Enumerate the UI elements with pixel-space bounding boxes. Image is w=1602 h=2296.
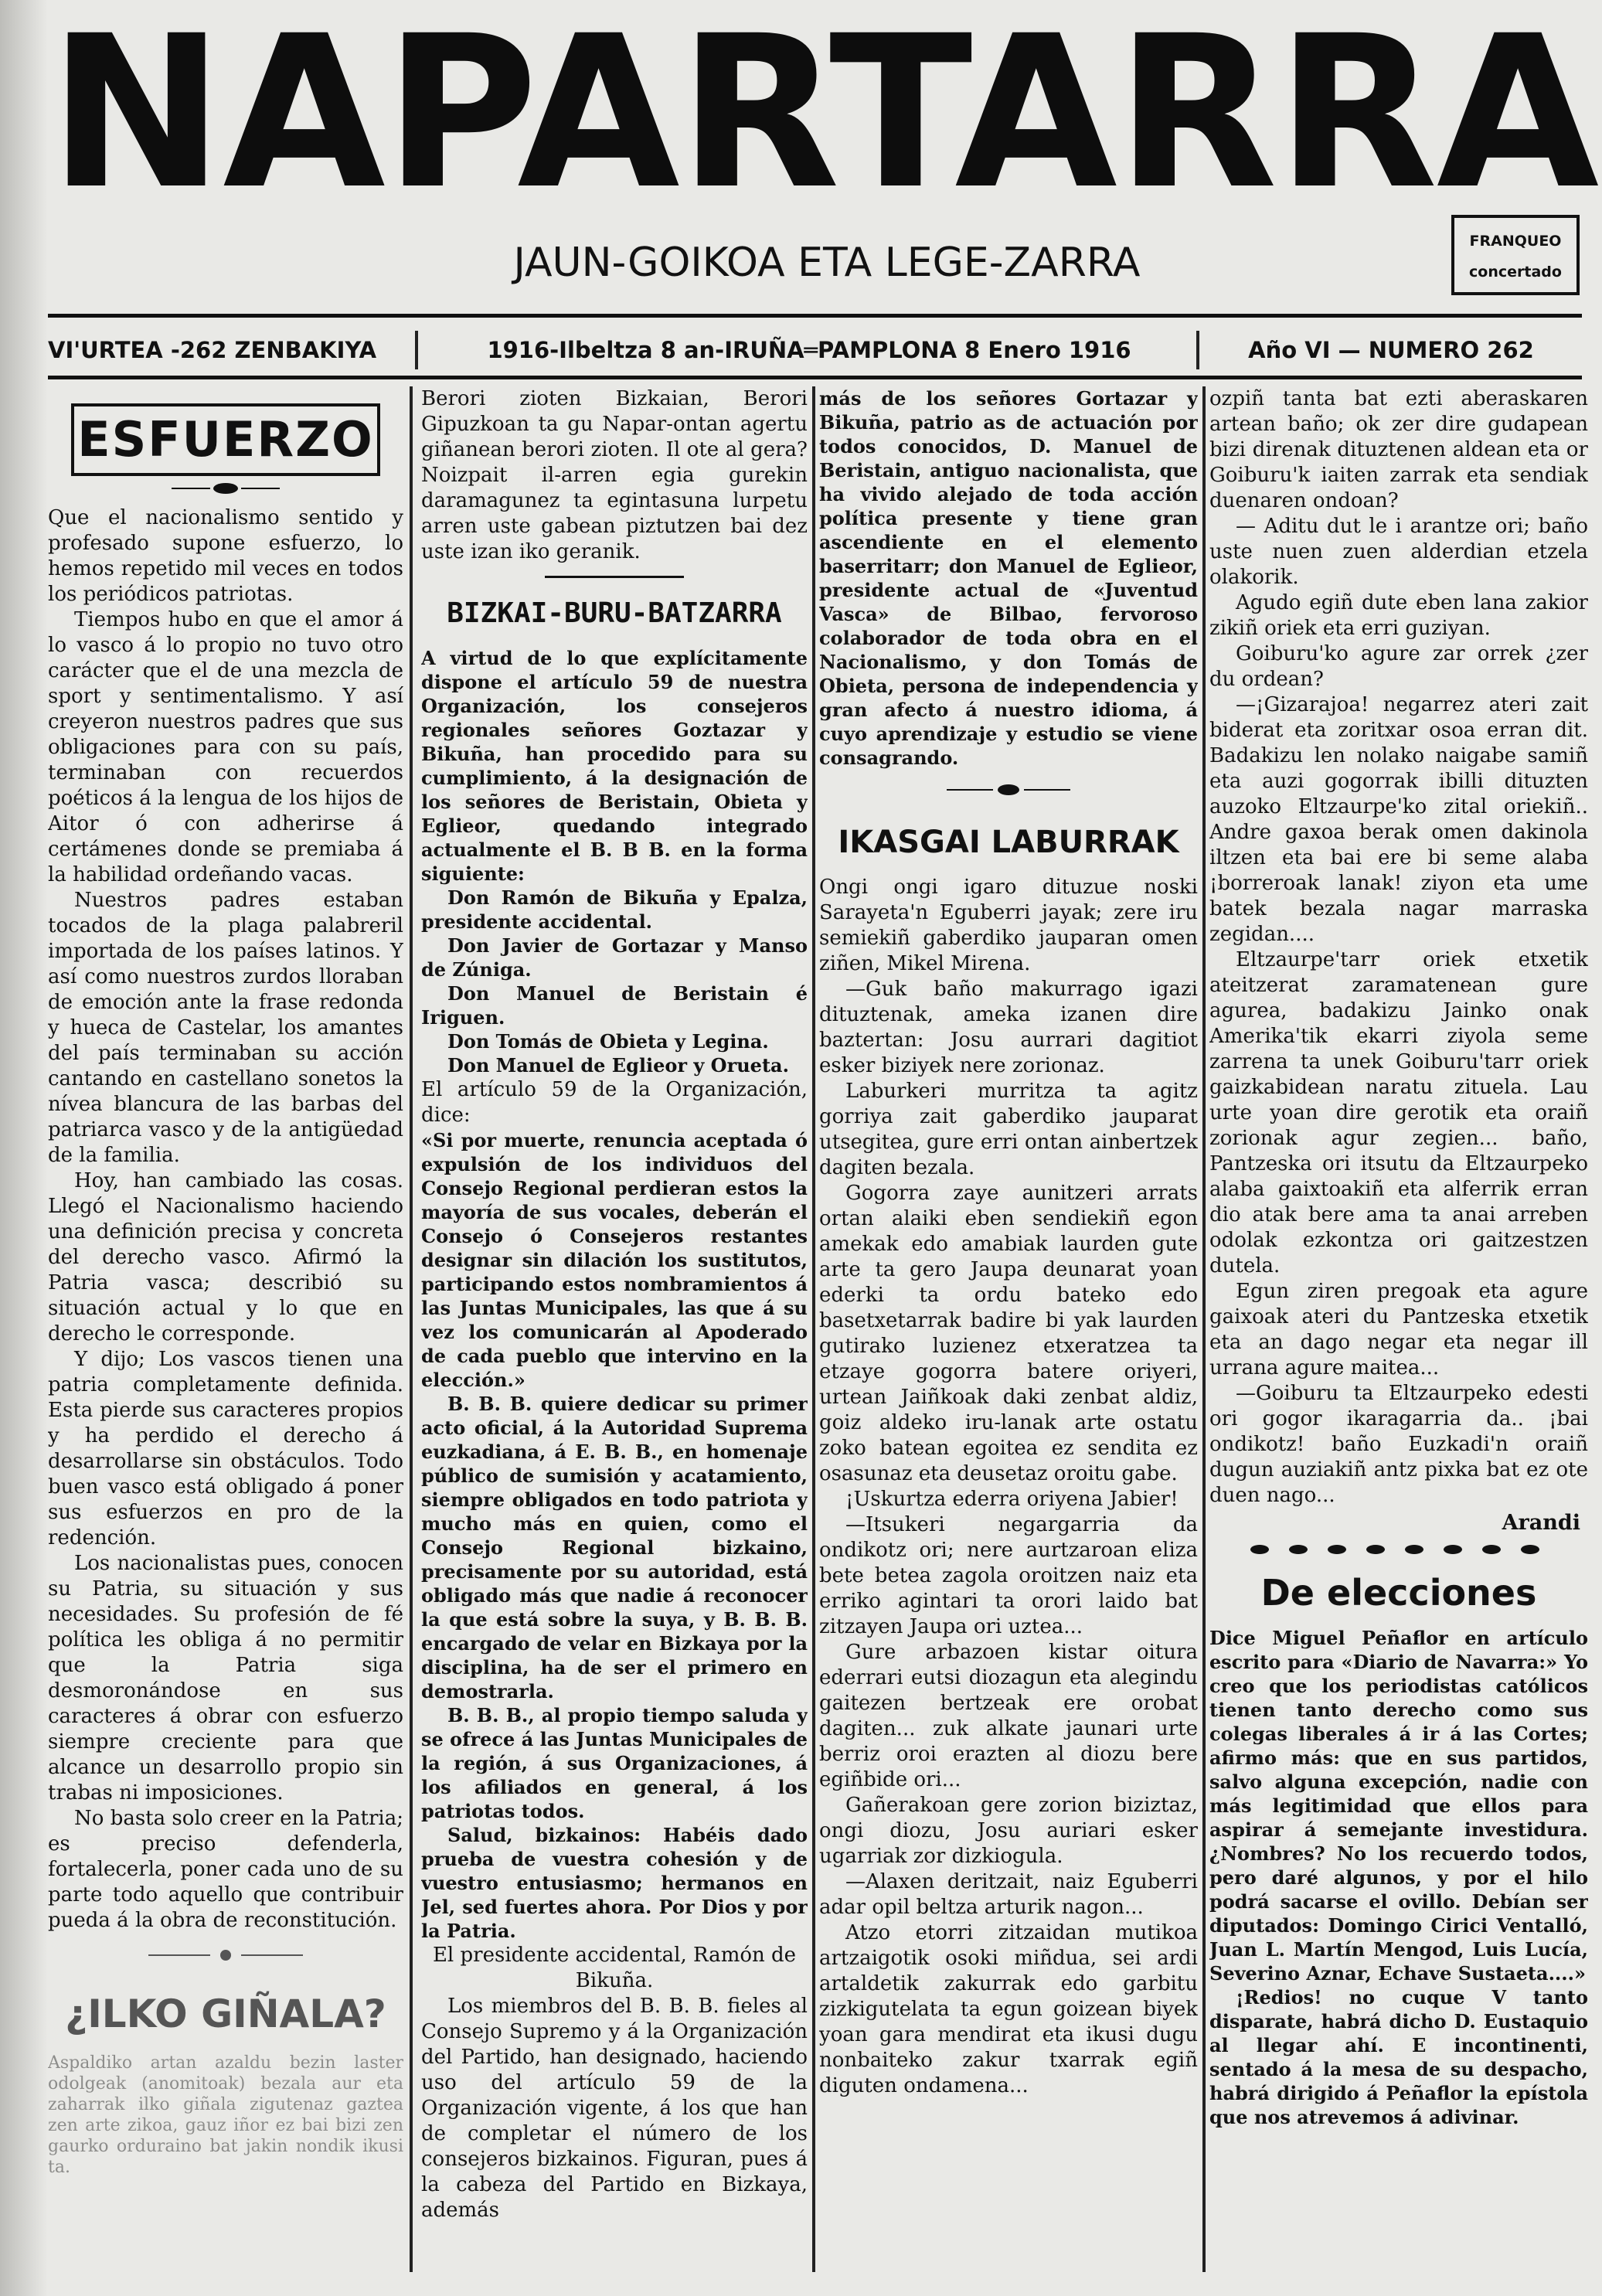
article-paragraph: B. B. B., al propio tiempo saluda y se ofrece á las Juntas Municipales de la región, á sus Organizaciones, á los afiliados en general, á los patriotas todos.	[421, 1704, 808, 1822]
ornament-icon	[1209, 1541, 1588, 1563]
article-paragraph: Y dijo; Los vascos tienen una patria completamente definida. Esta pierde sus caracteres propios y ha perdido el derecho á desarrollarse sin obstáculos. Todo buen vasco está obligado á poner sus esfuerzos en pro de la redención.	[48, 1348, 403, 1549]
ornament-icon	[48, 1947, 403, 1969]
article-paragraph: —Guk baño makurrago igazi dituztenak, ameka izanen dire baztertan: Josu aurrari dagitiot esker biziyek nere zorionaz.	[819, 978, 1198, 1077]
column-1	[48, 386, 403, 2277]
article-paragraph: ozpiñ tanta bat ezti aberaskaren artean baño; ok zer dire gudapean bizi direnak dituztenen aldean eta or Goiburu'k iaiten zarrak eta sendiak duenaren ondoan?	[1209, 387, 1588, 512]
article-paragraph: —Itsukeri negargarria da ondikotz ori; nere aurtzaroan eliza bete betea zagola oroitzen naiz eta erriko agintari ta orori laido bat zitzayen Jaupa ori uztea...	[819, 1513, 1198, 1638]
article-paragraph: Que el nacionalismo sentido y profesado supone esfuerzo, lo hemos repetido mil veces en todos los periódicos patriotas.	[48, 506, 403, 606]
page-edge-shadow	[0, 0, 48, 2296]
article-paragraph: Egun ziren pregoak eta agure gaixoak ateri du Pantzeska etxetik eta an dago negar eta negar ill urrana agure maitea...	[1209, 1280, 1588, 1379]
issue-number: VI'URTEA -262 ZENBAKIYA	[48, 337, 377, 363]
article-paragraph: Los nacionalistas pues, conocen su Patria, su situación y sus necesidades. Su profesión de fé política les obliga á no permitir que la Patria siga desmoronándose en sus caracteres á obrar con esfuerzo siempre creciente para que alcance un desarrollo propio sin trabas ni imposiciones.	[48, 1552, 403, 1804]
article-paragraph: Gañerakoan gere zorion biziztaz, ongi diozu, Josu auriari esker ugarriak zor dizkiogula.	[819, 1794, 1198, 1868]
column-4	[1209, 386, 1588, 2277]
article-heading-ilko-ginala: ¿ILKO GIÑALA?	[65, 1992, 386, 2036]
column-divider-3	[1202, 386, 1206, 2272]
article-paragraph: Nuestros padres estaban tocados de la plaga palabreril importada de los países latinos. Y así como nuestros zurdos lloraban de emoción ante la frase redonda y hueca de Castelar, los amantes del país terminaban su acción cantando en castellano sonetos la nívea blancura de las barbas del patriarca vasco y de la antigüedad de la familia.	[48, 889, 403, 1167]
article-paragraph: Don Manuel de Beristain é Iriguen.	[421, 982, 808, 1029]
article-paragraph: El artículo 59 de la Organización, dice:	[421, 1078, 808, 1127]
article-paragraph: Goiburu'ko agure zar orrek ¿zer du ordean?	[1209, 642, 1588, 691]
header-rule-top	[48, 314, 1582, 318]
faded-paragraph: Aspaldiko artan azaldu bezin laster odolgeak (anomitoak) bezala aur eta zaharrak ilko giñala zigutenaz gaztea zen arte zikoa, gauz iñor ez bai bizi zen gaurko orduraino bat jakin nondik ikusi ta.	[48, 2053, 403, 2177]
masthead-title: NAPARTARRA	[48, 17, 1598, 210]
article-paragraph: más de los señores Gortazar y Bikuña, patrio as de actuación por todos conocidos, D. Manuel de Beristain, antiguo nacionalista, que ha vivido alejado de toda acción política presente y tiene gran ascendiente en el elemento baserritarr; don Manuel de Eglieor, presidente actual de «Juventud Vasca» de Bilbao, fervoroso colaborador de toda obra en el Nacionalismo, y don Tomás de Obieta, persona de independencia y gran afecto á nuestro idioma, á cuyo aprendizaje y estudio se viene consagrando.	[819, 387, 1198, 769]
postage-stamp	[1451, 215, 1580, 295]
article-paragraph: Gogorra zaye aunitzeri arrats ortan alaiki eben sendiekiñ egon amekak edo amabiak laurden gute arte ta gero Jaupa deunarat yoan ederki ta ordu bateko edo basetxetarrak badire bi yak laurden gutirako luzienez etxeratzea ta etzaye gogorra batere oriyeri, urtean Jaiñkoak daki zenbat aldiz, goiz aldeko iru-lanak arte ostatu zoko batean egoitea ez sendita ez osasunaz eta deusetaz oroitu gabe.	[819, 1182, 1198, 1485]
article-paragraph: Salud, bizkainos: Habéis dado prueba de vuestra cohesión y de vuestro entusiasmo; hermanos en Jel, sed fuertes ahora. Por Dios y por la Patria.	[421, 1824, 808, 1942]
article-paragraph: Don Tomás de Obieta y Legina.	[447, 1030, 769, 1053]
article-paragraph: Don Manuel de Eglieor y Orueta.	[447, 1054, 789, 1077]
article-paragraph: —¡Gizarajoa! negarrez ateri zait biderat eta zoritxar osoa erran dit. Badakizu len nolako naigabe samiñ eta auzi gogorrak ibilli dituzten auzoko Eltzaurpe'ko zital oriekiñ.. Andre gaxoa berak omen dakinola iltzen eta bai ere bi seme alaba ¡borreroak lanak! ziyon eta ume batek bezala nagar marraska zegidan....	[1209, 693, 1588, 946]
article-paragraph: Agudo egiñ dute eben lana zakior zikiñ oriek eta erri guziyan.	[1209, 591, 1588, 640]
article-paragraph: Gure arbazoen kistar oitura ederrari eutsi diozagun eta alegindu gaitezen bertzeak ere orobat dagiten... zuk alkate jaunari urte berriz oroi erazten al diozu bere egiñbide ori...	[819, 1641, 1198, 1791]
article-signature: El presidente accidental, Ramón de Bikuña.	[432, 1944, 797, 1992]
ornament-icon	[819, 782, 1198, 804]
article-paragraph: — Aditu dut le i arantze ori; baño uste nuen zuen alderdian etzela olakorik.	[1209, 515, 1588, 589]
issue-date: 1916-Ilbeltza 8 an-IRUÑA═PAMPLONA 8 Enero 1916	[487, 337, 1131, 363]
article-paragraph: Don Ramón de Bikuña y Epalza, presidente accidental.	[421, 886, 808, 933]
ornament-icon	[48, 481, 403, 502]
article-heading-de-elecciones: De elecciones	[1260, 1572, 1537, 1614]
article-paragraph: Don Javier de Gortazar y Manso de Zúniga.	[421, 934, 808, 981]
article-paragraph: B. B. B. quiere dedicar su primer acto oficial, á la Autoridad Suprema euzkadiana, á E. B. B., en homenaje público de sumisión y acatamiento, siempre obligados en todo patriota y mucho más en quien, como el Consejo Regional bizkaino, precisamente por su autoridad, está obligado más que nadie á reconocer la que está sobre la suya, y B. B. B. encargado de velar en Bizkaya por la disciplina, ha de ser el primero en demostrarla.	[421, 1393, 808, 1702]
article-paragraph: A virtud de lo que explícitamente dispone el artículo 59 de nuestra Organización, los consejeros regionales señores Goztazar y Bikuña, han procedido para su cumplimiento, á la designación de los señores de Beristain, Obieta y Eglieor, quedando integrado actualmente el B. B B. en la forma siguiente:	[421, 647, 808, 885]
article-paragraph: —Goiburu ta Eltzaurpeko edesti ori gogor ikaragarria da.. ¡bai ondikotz! baño Euzkadi'n oraiñ dugun auziakiñ antz pixka bat ez ote duen nago...	[1209, 1382, 1588, 1507]
article-heading-bizkai-buru-batzarra: BIZKAI-BURU-BATZARRA	[447, 597, 782, 629]
column-divider-2	[812, 386, 815, 2272]
column-3	[819, 386, 1198, 2277]
article-paragraph: Los miembros del B. B. B. fieles al Consejo Supremo y á la Organización del Partido, han designado, haciendo uso del artículo 59 de la Organización vigente, á los que han de completar el número de los consejeros bizkainos. Figuran, pues á la cabeza del Partido en Bizkaya, además	[421, 1995, 808, 2222]
short-rule	[545, 576, 684, 578]
article-signature: Arandi	[1502, 1511, 1580, 1535]
article-paragraph: Eltzaurpe'tarr oriek etxetik ateitzerat zaramatenean gure agurea, badakizu Jainko onak Amerika'tik ekarri ziyola seme zarrena ta unek Goiburu'tarr oriek gaizkabidean naratu zituela. Lau urte yoan dire gerotik eta oraiñ zorionak agur zegien... baño, Pantzeska ori itsutu da Eltzaurpeko alaba gaixtoakiñ eta alferrik erran dio atak bere ama ta anai arreben odolak ezkontza ori gaitzestzen dutela.	[1209, 948, 1588, 1277]
info-divider-1	[415, 331, 418, 369]
article-paragraph: Ongi ongi igaro dituzue noski Sarayeta'n Eguberri jayak; zere iru semiekiñ gaberdiko jauparan omen ziñen, Mikel Mirena.	[819, 876, 1198, 975]
article-paragraph: Laburkeri murritza ta agitz gorriya zait gaberdiko jauparat utsegitea, gure erri ontan ainbertzek dagiten bezala.	[819, 1080, 1198, 1179]
article-paragraph: ¡Uskurtza ederra oriyena Jabier!	[845, 1488, 1179, 1511]
article-paragraph: Tiempos hubo en que el amor á lo vasco á lo propio no tuvo otro carácter que el de una mezcla de sport y sentimentalismo. Y así creyeron nuestros padres que sus obligaciones para con su país, terminaban con recuerdos poéticos á la lengua de los hijos de Aitor ó con adherirse á certámenes donde se premiaba á la habilidad ordeñando vacas.	[48, 608, 403, 886]
masthead-motto: JAUN-GOIKOA ETA LEGE-ZARRA	[513, 240, 1141, 286]
stamp-line-2: concertado	[1469, 264, 1562, 281]
article-paragraph: No basta solo creer en la Patria; es preciso defenderla, fortalecerla, poner cada uno de su parte todo aquello que contribuir pueda á la obra de reconstitución.	[48, 1807, 403, 1932]
stamp-line-1: FRANQUEO	[1469, 233, 1562, 250]
article-paragraph: Dice Miguel Peñaflor en artículo escrito para «Diario de Navarra:» Yo creo que los periodistas católicos tienen tanto derecho como sus colegas liberales á ir á las Cortes; afirmo más: que en sus partidos, salvo alguna excepción, nadie con más legitimidad que ellos para aspirar á semejante investidura. ¿Nombres? No los recuerdo todos, pero daré algunos, y por el hilo podrá sacarse el ovillo. Debían ser diputados: Domingo Cirici Ventalló, Juan L. Martín Mengod, Luis Lucía, Severino Aznar, Echave Sustaeta....»	[1209, 1627, 1588, 1985]
article-paragraph: Hoy, han cambiado las cosas. Llegó el Nacionalismo haciendo una definición precisa y concreta del derecho vasco. Afirmó la Patria vasca; describió su situación actual y lo que en derecho le corresponde.	[48, 1169, 403, 1345]
column-divider-1	[410, 386, 413, 2272]
article-paragraph: —Alaxen deritzait, naiz Eguberri adar opil beltza arturik nagon...	[819, 1870, 1198, 1919]
article-paragraph: ¡Redios! no cuque V tanto disparate, habrá dicho D. Eustaquio al llegar ahí. E incontinenti, sentado á la mesa de su despacho, habrá dirigido á Peñaflor la epístola que nos atrevemos á adivinar.	[1209, 1986, 1588, 2128]
article-paragraph: Atzo etorri zitzaidan mutikoa artzaigotik osoki miñdua, sei ardi artaldetik zakurrak edo garbitu zizkigutelata ta egun goizean biyek yoan gara mendirat eta ikusi dugu nonbaiteko zakur txarrak egiñ diguten ondamena...	[819, 1921, 1198, 2097]
article-heading-esfuerzo: ESFUERZO	[71, 403, 380, 476]
info-divider-2	[1196, 331, 1199, 369]
article-paragraph: Berori zioten Bizkaian, Berori Gipuzkoan ta gu Napar-ontan agertu giñanean berori zioten. Il ote al gera? Noizpait il-arren egia gurekin daramagunez ta egintasuna lurpetu arren uste gabean piztutzen bai dez uste izan iko geranik.	[421, 387, 808, 563]
issue-year: Año VI — NUMERO 262	[1248, 337, 1534, 363]
article-heading-ikasgai-laburrak: IKASGAI LABURRAK	[838, 825, 1179, 860]
column-2	[421, 386, 808, 2277]
article-quote: «Si por muerte, renuncia aceptada ó expulsión de los individuos del Consejo Regional perdieran estos la mayoría de sus vocales, deberán el Consejo ó Consejeros restantes designar sin dilación los sustitutos, participando estos nombramientos á las Juntas Municipales, las que á su vez los comunicarán al Apoderado de cada pueblo que intervino en la elección.»	[421, 1129, 808, 1391]
header-rule-bottom	[48, 376, 1582, 379]
